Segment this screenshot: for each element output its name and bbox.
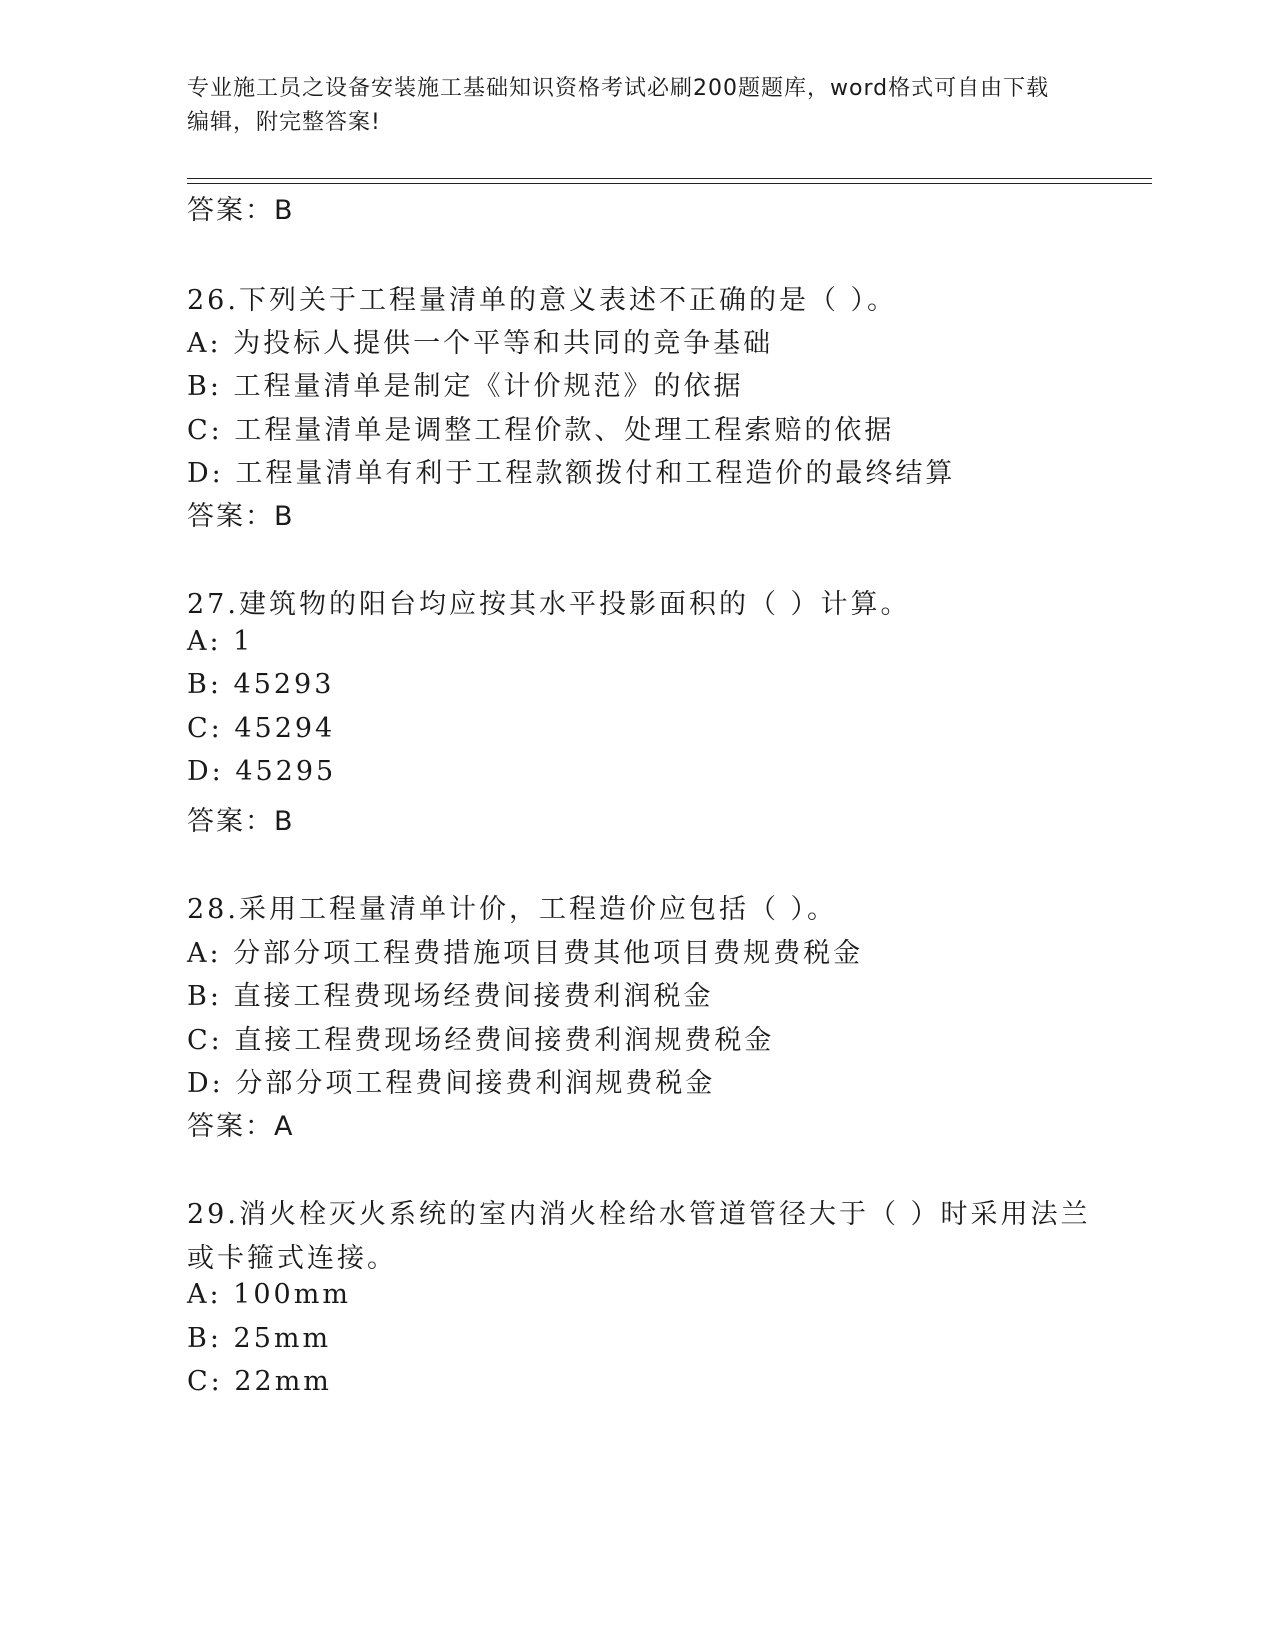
question-29-option-c: C: 22mm	[187, 1366, 332, 1397]
question-29-option-a: A: 100mm	[187, 1279, 351, 1310]
question-27-option-a: A: 1	[187, 626, 254, 657]
question-28-option-c: C: 直接工程费现场经费间接费利润规费税金	[187, 1025, 775, 1056]
document-header-title: 专业施工员之设备安装施工基础知识资格考试必刷200题题库，word格式可自由下载编辑，附完整答案!	[187, 76, 1050, 135]
question-26-option-a: A: 为投标人提供一个平等和共同的竞争基础	[187, 328, 774, 359]
question-27-option-b: B: 45293	[187, 669, 335, 700]
answer-previous: 答案：B	[187, 195, 295, 226]
question-26-stem: 26.下列关于工程量清单的意义表述不正确的是（ ）。	[187, 285, 898, 316]
question-28-option-d: D: 分部分项工程费间接费利润规费税金	[187, 1068, 716, 1099]
question-28-option-b: B: 直接工程费现场经费间接费利润税金	[187, 981, 714, 1012]
question-26-option-d: D: 工程量清单有利于工程款额拨付和工程造价的最终结算	[187, 458, 956, 489]
question-27-option-d: D: 45295	[187, 756, 337, 787]
question-27-option-c: C: 45294	[187, 713, 336, 744]
header-divider-top	[187, 178, 1152, 179]
question-26-option-c: C: 工程量清单是调整工程价款、处理工程索赔的依据	[187, 415, 895, 446]
question-28-stem: 28.采用工程量清单计价，工程造价应包括（ ）。	[187, 894, 838, 925]
question-29-option-b: B: 25mm	[187, 1323, 332, 1354]
question-28-answer: 答案：A	[187, 1111, 295, 1142]
question-26-option-b: B: 工程量清单是制定《计价规范》的依据	[187, 371, 744, 402]
question-29-stem-line-2: 或卡箍式连接。	[187, 1243, 397, 1274]
question-27-answer: 答案：B	[187, 806, 295, 837]
question-26-answer: 答案：B	[187, 501, 295, 532]
header-divider-bottom	[187, 183, 1152, 184]
question-28-option-a: A: 分部分项工程费措施项目费其他项目费规费税金	[187, 938, 864, 969]
question-27-stem: 27.建筑物的阳台均应按其水平投影面积的（ ）计算。	[187, 589, 911, 620]
question-29-stem-line-1: 29.消火栓灭火系统的室内消火栓给水管道管径大于（ ）时采用法兰	[187, 1199, 1091, 1230]
